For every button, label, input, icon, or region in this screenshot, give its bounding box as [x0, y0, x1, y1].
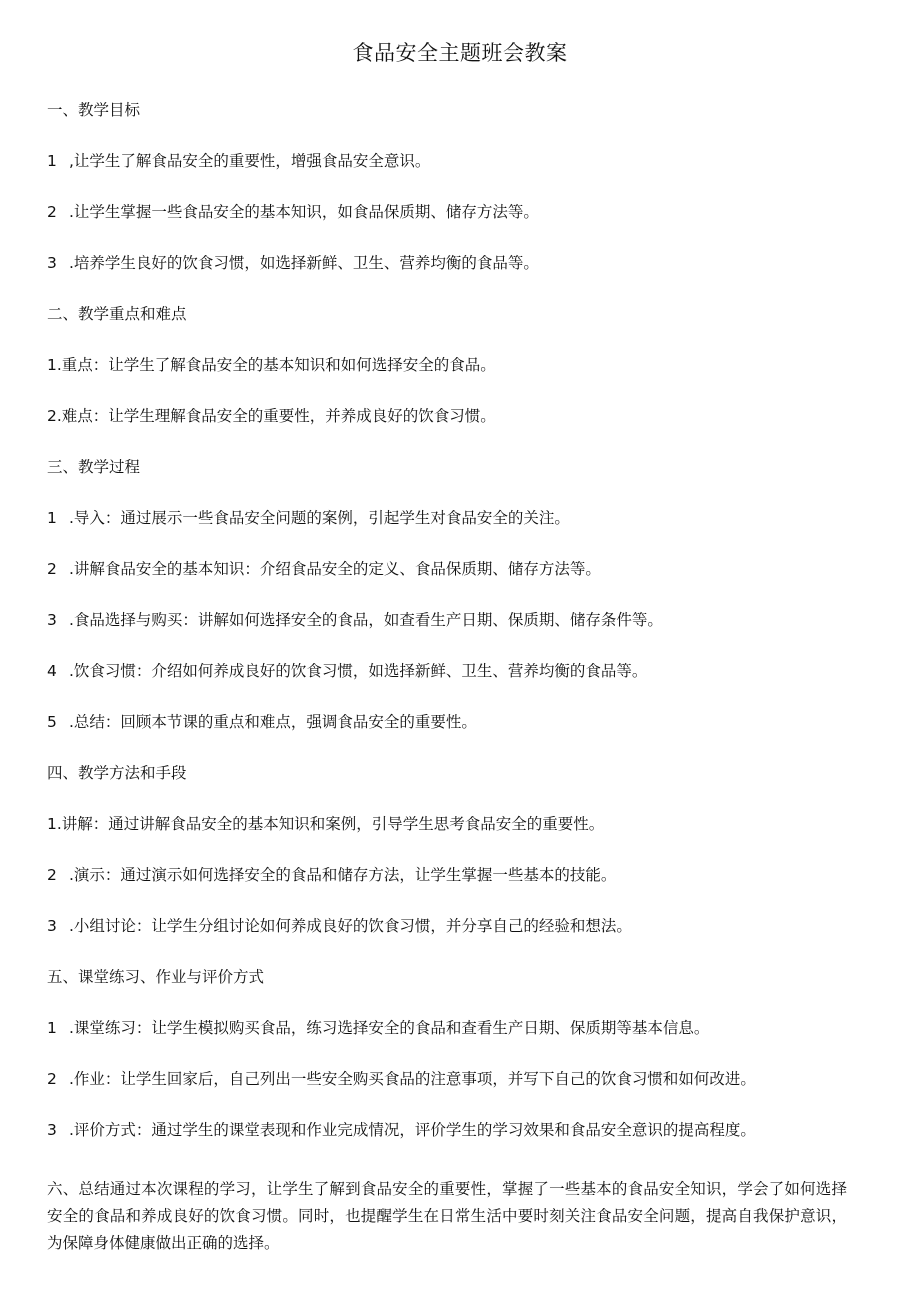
list-item: [47, 609, 663, 631]
list-item: [47, 252, 539, 274]
item-number: 3: [47, 917, 57, 935]
item-number: 3: [47, 611, 57, 629]
summary-paragraph: 六、总结通过本次课程的学习，让学生了解到食品安全的重要性，掌握了一些基本的食品安全知识，学会了如何选择安全的食品和养成良好的饮食习惯。同时，也提醒学生在日常生活中要时刻关注食品安全问题，提高自我保护意识，为保障身体健康做出正确的选择。: [47, 1180, 847, 1252]
list-item: [47, 915, 632, 937]
item-number: 1: [47, 1019, 57, 1037]
item-number: 2: [47, 560, 57, 578]
list-item: [47, 507, 570, 529]
item-number: 3: [47, 254, 57, 272]
section-heading-key-points: 二、教学重点和难点: [47, 305, 187, 323]
list-item: [47, 558, 601, 580]
section-heading-process: 三、教学过程: [47, 458, 141, 476]
item-number: 1: [47, 152, 57, 170]
list-item: 2.难点：让学生理解食品安全的重要性，并养成良好的饮食习惯。: [47, 407, 496, 425]
item-number: 4: [47, 662, 57, 680]
item-number: 2: [47, 866, 57, 884]
item-number: 5: [47, 713, 57, 731]
list-item: [47, 1119, 756, 1141]
section-heading-exercises: 五、课堂练习、作业与评价方式: [47, 968, 265, 986]
list-item: [47, 150, 430, 172]
page-title: 食品安全主题班会教案: [352, 41, 568, 65]
list-item: 1.讲解：通过讲解食品安全的基本知识和案例，引导学生思考食品安全的重要性。: [47, 815, 605, 833]
item-number: 2: [47, 1070, 57, 1088]
item-number: 3: [47, 1121, 57, 1139]
item-number: 2: [47, 203, 57, 221]
item-text: .课堂练习：让学生模拟购买食品，练习选择安全的食品和查看生产日期、保质期等基本信息。: [69, 1019, 710, 1037]
item-text: .让学生掌握一些食品安全的基本知识，如食品保质期、储存方法等。: [69, 203, 539, 221]
list-item: [47, 201, 539, 223]
list-item: [47, 864, 616, 886]
item-text: .饮食习惯：介绍如何养成良好的饮食习惯，如选择新鲜、卫生、营养均衡的食品等。: [69, 662, 648, 680]
item-text: .评价方式：通过学生的课堂表现和作业完成情况，评价学生的学习效果和食品安全意识的提高程度。: [69, 1121, 756, 1139]
item-text: .导入：通过展示一些食品安全问题的案例，引起学生对食品安全的关注。: [69, 509, 570, 527]
item-text: .演示：通过演示如何选择安全的食品和储存方法，让学生掌握一些基本的技能。: [69, 866, 617, 884]
list-item: [47, 660, 647, 682]
item-text: .作业：让学生回家后，自己列出一些安全购买食品的注意事项，并写下自己的饮食习惯和如何改进。: [69, 1070, 756, 1088]
list-item: [47, 711, 477, 733]
section-heading-methods: 四、教学方法和手段: [47, 764, 187, 782]
list-item: [47, 1017, 709, 1039]
list-item: 1.重点：让学生了解食品安全的基本知识和如何选择安全的食品。: [47, 356, 496, 374]
item-number: 1: [47, 509, 57, 527]
item-text: .食品选择与购买：讲解如何选择安全的食品，如查看生产日期、保质期、储存条件等。: [69, 611, 663, 629]
item-text: .小组讨论：让学生分组讨论如何养成良好的饮食习惯，并分享自己的经验和想法。: [69, 917, 632, 935]
item-text: ,让学生了解食品安全的重要性，增强食品安全意识。: [69, 152, 431, 170]
list-item: [47, 1068, 756, 1090]
section-heading-objectives: 一、教学目标: [47, 101, 141, 119]
item-text: .培养学生良好的饮食习惯，如选择新鲜、卫生、营养均衡的食品等。: [69, 254, 539, 272]
item-text: .讲解食品安全的基本知识：介绍食品安全的定义、食品保质期、储存方法等。: [69, 560, 601, 578]
item-text: .总结：回顾本节课的重点和难点，强调食品安全的重要性。: [69, 713, 477, 731]
